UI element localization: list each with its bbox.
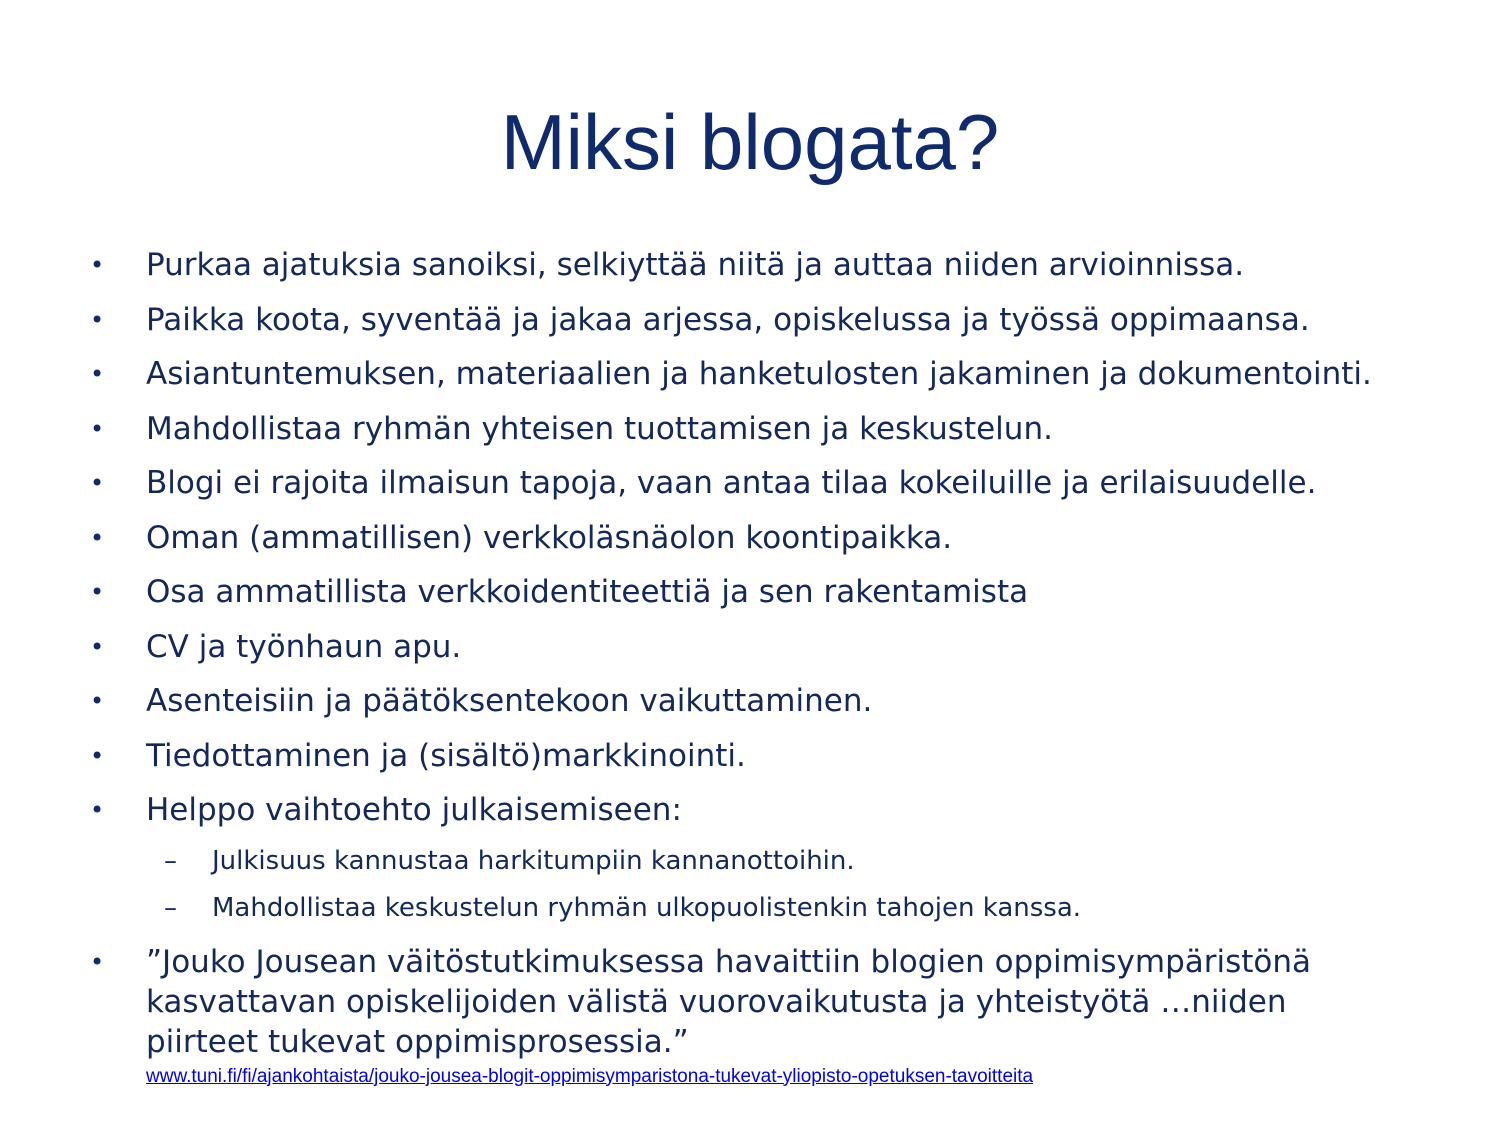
bullet-icon: •: [90, 305, 105, 334]
bullet-text: Paikka koota, syventää ja jakaa arjessa, opiskelussa ja työssä oppimaansa.: [146, 301, 1310, 338]
list-item: [0, 347, 1500, 402]
bullet-icon: •: [90, 796, 105, 824]
list-item: [0, 729, 1500, 784]
bullet-text: Tiedottaminen ja (sisältö)markkinointi.: [146, 737, 746, 774]
bullet-icon: •: [90, 687, 105, 715]
bullet-text: Osa ammatillista verkkoidentiteettiä ja sen rakentamista: [146, 574, 1029, 610]
bullet-text: Asenteisiin ja päätöksentekoon vaikuttaminen.: [146, 683, 873, 719]
quote-text-line: kasvattavan opiskelijoiden välistä vuorovaikutusta ja yhteistyötä …niiden: [146, 983, 1287, 1020]
list-item: [0, 783, 1500, 838]
dash-icon: –: [164, 892, 177, 923]
bullet-icon: •: [90, 578, 105, 606]
list-item: [0, 674, 1500, 729]
bullet-icon: •: [90, 251, 105, 279]
bullet-text: Oman (ammatillisen) verkkoläsnäolon koontipaikka.: [146, 519, 953, 556]
bullet-icon: •: [90, 469, 105, 497]
quote-text-line: ”Jouko Jousean väitöstutkimuksessa havaittiin blogien oppimisympäristönä: [146, 943, 1312, 980]
sub-list-item: [0, 885, 1500, 932]
bullet-icon: •: [90, 360, 105, 388]
bullet-text: Asiantuntemuksen, materiaalien ja hanketulosten jakaminen ja dokumentointi.: [146, 356, 1372, 392]
list-item: [0, 456, 1500, 511]
list-item: [0, 620, 1500, 675]
sub-bullet-text: Mahdollistaa keskustelun ryhmän ulkopuolistenkin tahojen kanssa.: [212, 892, 1082, 923]
bullet-text: Helppo vaihtoehto julkaisemiseen:: [146, 792, 682, 828]
sub-bullet-text: Julkisuus kannustaa harkitumpiin kannanottoihin.: [212, 845, 855, 876]
list-item: [0, 511, 1500, 566]
bullet-icon: •: [90, 947, 105, 976]
quote-list-item: [0, 942, 1406, 1090]
quote-text-line: piirteet tukevat oppimisprosessia.”: [146, 1023, 689, 1060]
bullet-text: Purkaa ajatuksia sanoiksi, selkiyttää niitä ja auttaa niiden arvioinnissa.: [146, 247, 1245, 283]
bullet-icon: •: [90, 414, 105, 443]
sub-list-item: [0, 838, 1500, 885]
bullet-text: Mahdollistaa ryhmän yhteisen tuottamisen ja keskustelun.: [146, 410, 1053, 447]
bullet-icon: •: [90, 632, 105, 661]
dash-icon: –: [164, 845, 177, 876]
list-item: [0, 238, 1500, 293]
bullet-icon: •: [90, 741, 105, 770]
list-item: [0, 565, 1500, 620]
bullet-list: [0, 238, 1500, 1090]
source-link[interactable]: www.tuni.fi/fi/ajankohtaista/jouko-jousea-blogit-oppimisymparistona-tukevat-yliopisto-opetuksen-tavoitteita: [146, 1065, 1034, 1087]
bullet-text: Blogi ei rajoita ilmaisun tapoja, vaan antaa tilaa kokeiluille ja erilaisuudelle.: [146, 465, 1317, 501]
bullet-icon: •: [90, 523, 105, 552]
bullet-text: CV ja työnhaun apu.: [146, 628, 462, 665]
list-item: [0, 293, 1500, 348]
list-item: [0, 402, 1500, 457]
slide-title: Miksi blogata?: [500, 98, 1000, 186]
